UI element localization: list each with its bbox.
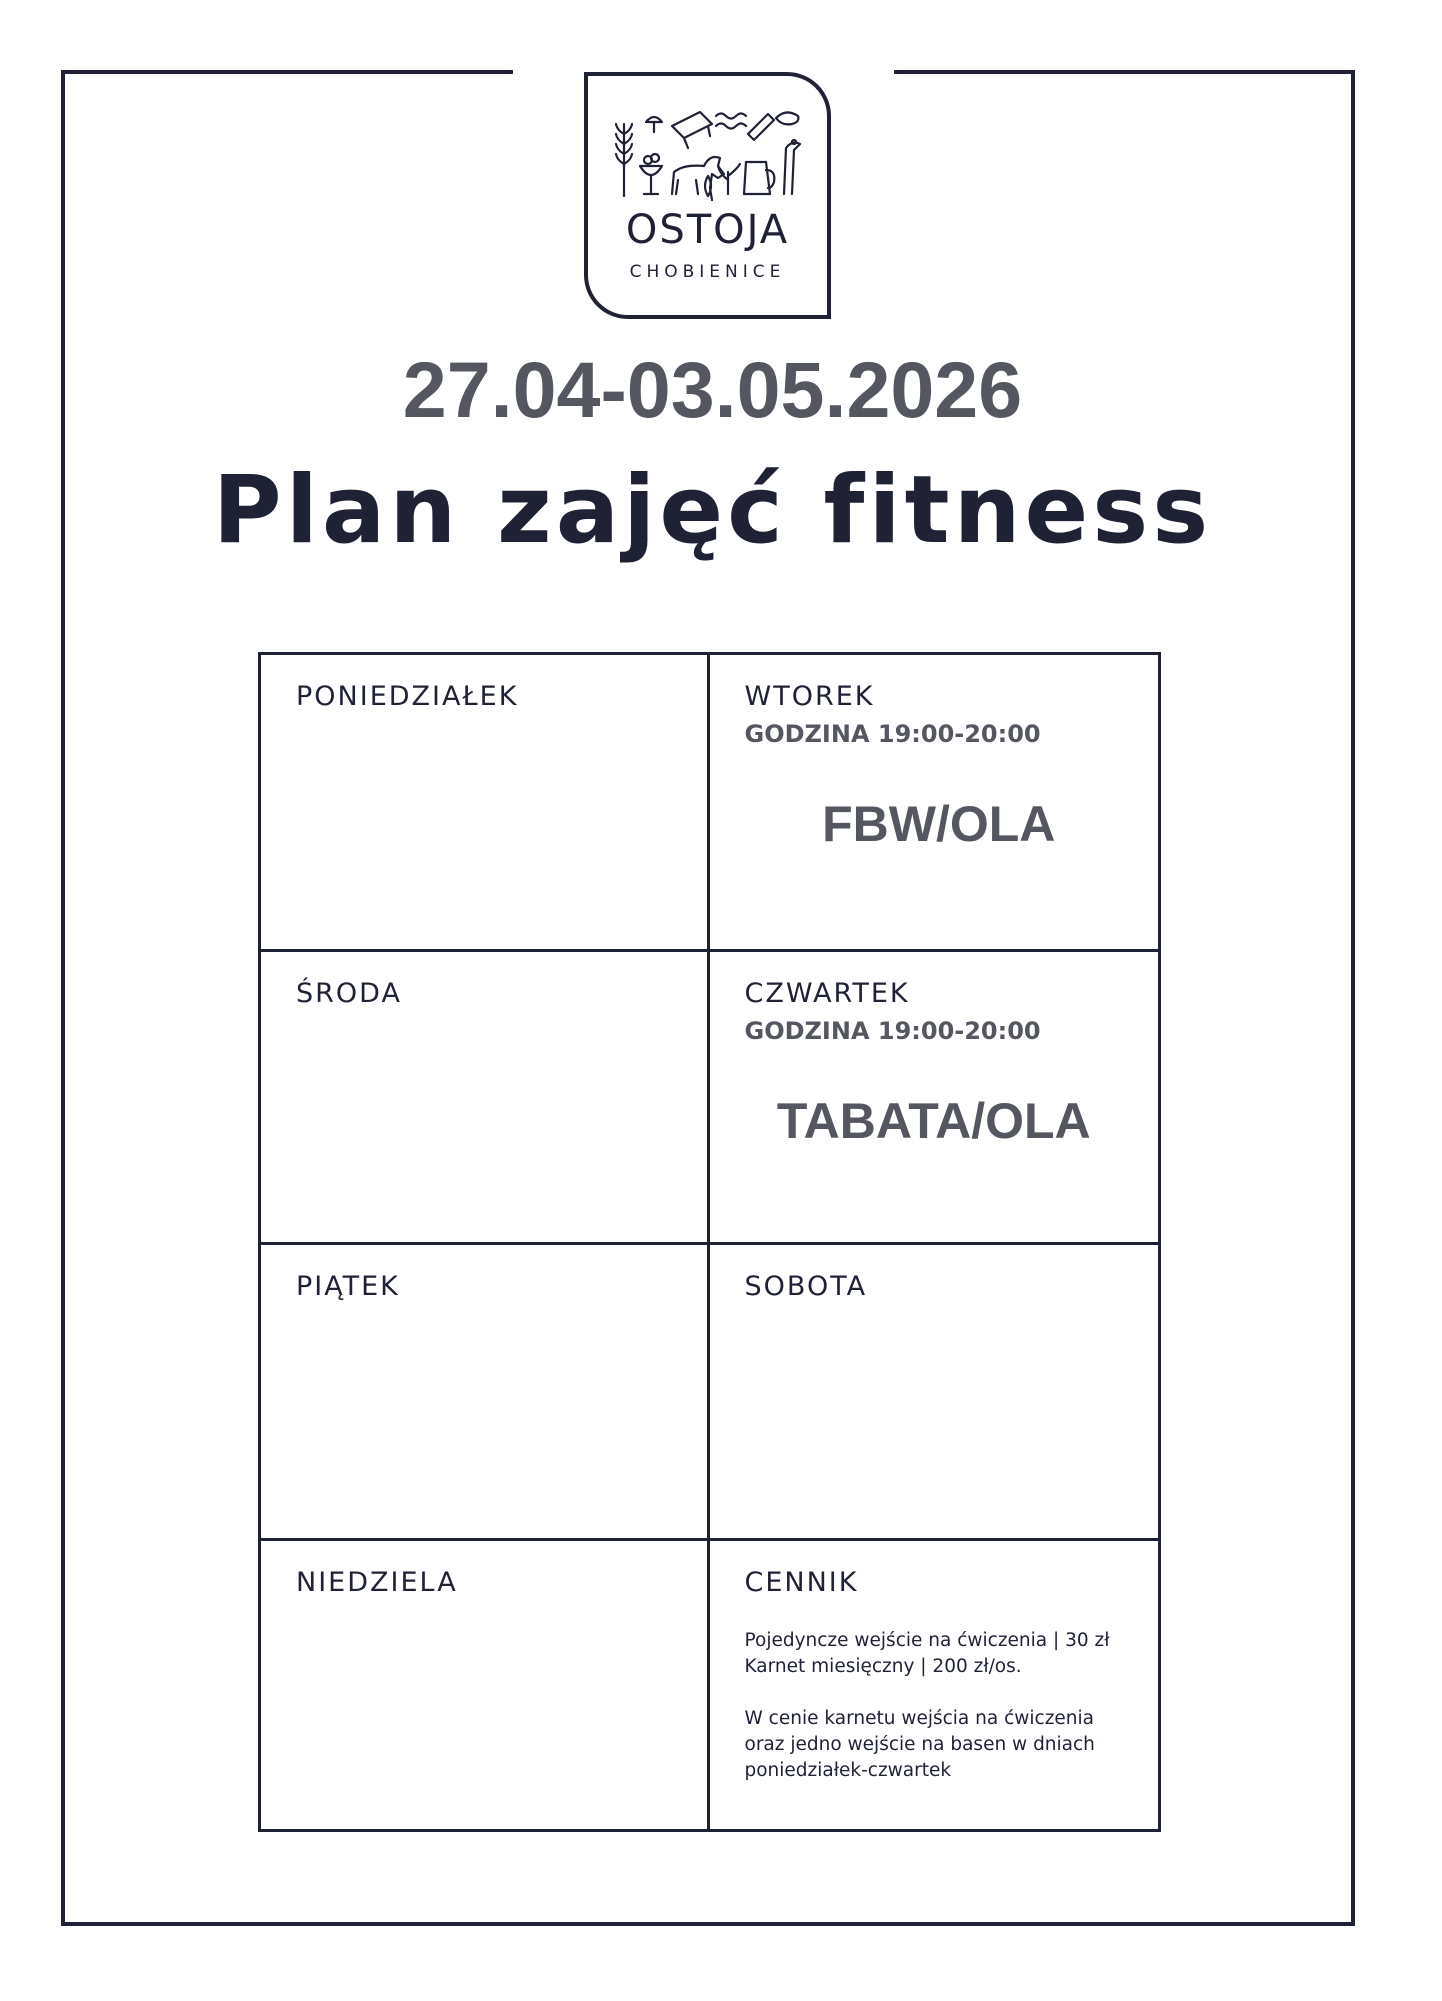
logo-subtitle: CHOBIENICE <box>629 262 786 282</box>
logo-wordmark: OSTOJA <box>625 207 790 253</box>
cell-thursday <box>710 952 1159 1245</box>
cell-friday <box>261 1245 710 1541</box>
date-range: 27.04-03.05.2026 <box>402 345 1023 434</box>
frame-top-left <box>61 70 513 74</box>
cell-sunday <box>261 1541 710 1829</box>
day-label-wednesday: ŚRODA <box>296 978 402 1009</box>
day-label-sunday: NIEDZIELA <box>296 1567 458 1598</box>
day-label-tuesday: WTOREK <box>744 681 875 712</box>
pricing-note-line: poniedziałek-czwartek <box>744 1760 952 1781</box>
day-label-thursday: CZWARTEK <box>744 978 910 1009</box>
pricing-note <box>745 1706 1159 1784</box>
cell-wednesday <box>261 952 710 1245</box>
class-thursday: TABATA/OLA <box>776 1093 1091 1149</box>
pricing-note-line: oraz jedno wejście na basen w dniach <box>744 1734 1095 1755</box>
schedule-grid <box>258 652 1161 1832</box>
frame-bottom <box>61 1922 1355 1926</box>
price-monthly-pass: Karnet miesięczny | 200 zł/os. <box>744 1656 1022 1677</box>
pricing-note-line: W cenie karnetu wejścia na ćwiczenia <box>744 1708 1094 1729</box>
page-title: Plan zajęć fitness <box>212 456 1213 565</box>
ostoja-logo <box>584 72 831 319</box>
pricing-heading: CENNIK <box>744 1567 859 1598</box>
hours-thursday: GODZINA 19:00-20:00 <box>744 1017 1041 1045</box>
pricing-list <box>745 1628 1159 1680</box>
price-single-entry: Pojedyncze wejście na ćwiczenia | 30 zł <box>744 1630 1110 1651</box>
class-tuesday: FBW/OLA <box>822 796 1056 852</box>
hours-tuesday: GODZINA 19:00-20:00 <box>744 720 1041 748</box>
day-label-saturday: SOBOTA <box>744 1271 868 1302</box>
cell-monday <box>261 655 710 952</box>
day-label-monday: PONIEDZIAŁEK <box>296 681 519 712</box>
cell-pricing <box>710 1541 1159 1829</box>
cell-tuesday <box>710 655 1159 952</box>
frame-top-right <box>894 70 1355 74</box>
day-label-friday: PIĄTEK <box>296 1271 400 1302</box>
cell-saturday <box>710 1245 1159 1541</box>
